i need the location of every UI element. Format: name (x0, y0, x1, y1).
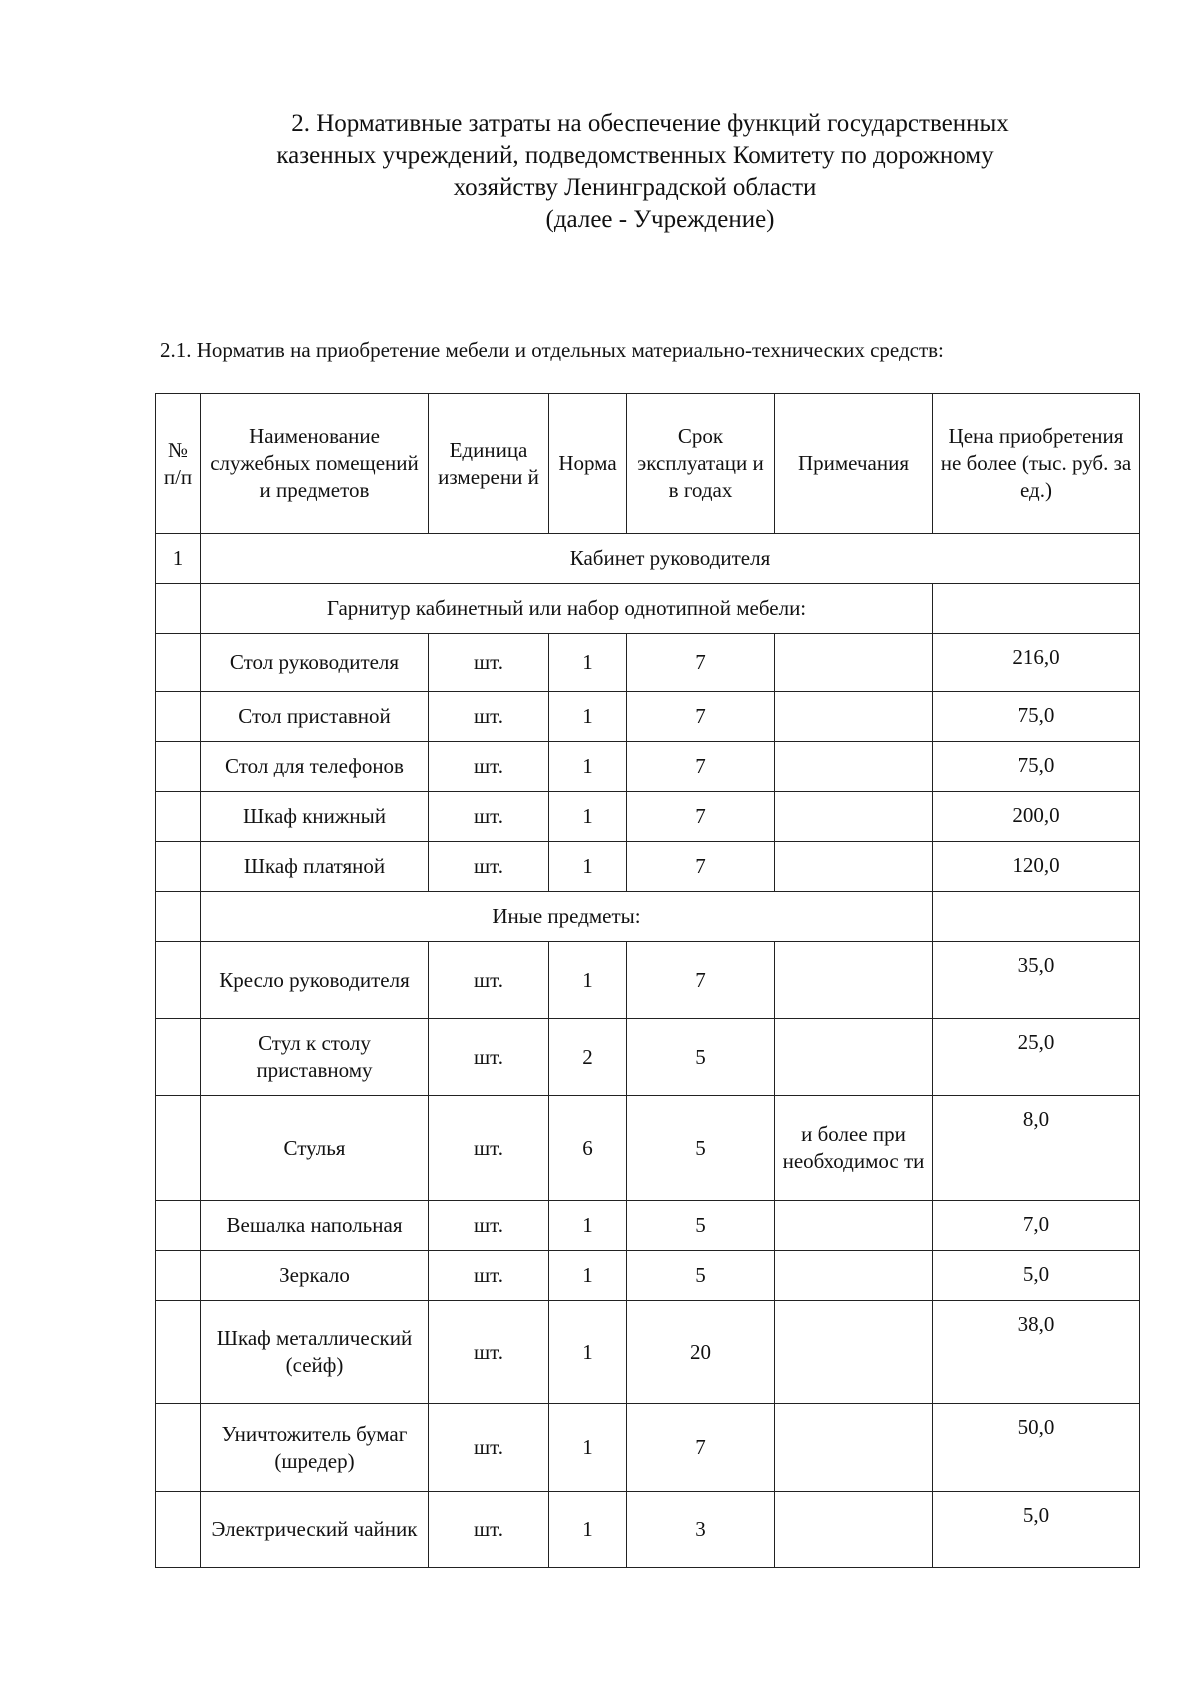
table-row (156, 1096, 1140, 1201)
group-title: Иные предметы: (201, 892, 933, 942)
section-subtitle: 2.1. Норматив на приобретение мебели и отдельных материально-технических средств: (160, 338, 944, 362)
row-num-cell (156, 842, 201, 892)
row-unit-cell: шт. (429, 1251, 549, 1301)
heading-line-1: 2. Нормативные затраты на обеспечение функций государственных (291, 110, 1009, 137)
row-name-cell: Вешалка напольная (201, 1201, 429, 1251)
row-name-cell: Шкаф книжный (201, 792, 429, 842)
row-num-cell (156, 742, 201, 792)
header-unit: Единица измерени й (429, 394, 549, 534)
section-title: Кабинет руководителя (201, 534, 1140, 584)
header-term: Срок эксплуатаци и в годах (627, 394, 775, 534)
row-price-cell: 5,0 (933, 1251, 1140, 1301)
row-name-cell: Кресло руководителя (201, 942, 429, 1019)
row-term-cell: 5 (627, 1019, 775, 1096)
row-unit-cell: шт. (429, 692, 549, 742)
row-unit-cell: шт. (429, 634, 549, 692)
row-num-cell (156, 1251, 201, 1301)
row-unit-cell: шт. (429, 1404, 549, 1492)
row-note-cell (775, 634, 933, 692)
table-row (156, 1251, 1140, 1301)
table-row (156, 1019, 1140, 1096)
row-num-cell (156, 942, 201, 1019)
table-row (156, 742, 1140, 792)
row-norm-cell: 1 (549, 692, 627, 742)
row-note-cell (775, 842, 933, 892)
row-note-cell (775, 1301, 933, 1404)
row-price-cell: 38,0 (933, 1301, 1140, 1404)
row-price-cell: 8,0 (933, 1096, 1140, 1201)
row-term-cell: 5 (627, 1251, 775, 1301)
row-term-cell: 3 (627, 1492, 775, 1568)
row-norm-cell: 6 (549, 1096, 627, 1201)
row-name-cell: Зеркало (201, 1251, 429, 1301)
table-row (156, 1201, 1140, 1251)
row-norm-cell: 1 (549, 792, 627, 842)
row-price-cell: 5,0 (933, 1492, 1140, 1568)
row-unit-cell: шт. (429, 1492, 549, 1568)
table-row (156, 1492, 1140, 1568)
row-norm-cell: 1 (549, 842, 627, 892)
row-name-cell: Стол приставной (201, 692, 429, 742)
row-num-cell (156, 1019, 201, 1096)
row-term-cell: 7 (627, 634, 775, 692)
row-term-cell: 5 (627, 1201, 775, 1251)
row-term-cell: 20 (627, 1301, 775, 1404)
section-row (156, 534, 1140, 584)
row-norm-cell: 1 (549, 1301, 627, 1404)
row-price-cell: 75,0 (933, 692, 1140, 742)
group-title: Гарнитур кабинетный или набор однотипной мебели: (201, 584, 933, 634)
row-price-cell: 7,0 (933, 1201, 1140, 1251)
table-row (156, 692, 1140, 742)
row-num-cell (156, 1096, 201, 1201)
row-norm-cell: 2 (549, 1019, 627, 1096)
row-note-cell (775, 742, 933, 792)
row-note-cell (775, 1404, 933, 1492)
row-note-cell (775, 792, 933, 842)
header-price: Цена приобретения не более (тыс. руб. за ед.) (933, 394, 1140, 534)
row-note-cell (775, 1201, 933, 1251)
heading-line-4: (далее - Учреждение) (545, 206, 775, 233)
table-row (156, 1404, 1140, 1492)
row-term-cell: 7 (627, 1404, 775, 1492)
row-unit-cell: шт. (429, 1201, 549, 1251)
row-note-cell (775, 1019, 933, 1096)
header-notes: Примечания (775, 394, 933, 534)
row-term-cell: 7 (627, 692, 775, 742)
row-price-cell: 75,0 (933, 742, 1140, 792)
header-name: Наименование служебных помещений и предметов (201, 394, 429, 534)
row-name-cell: Стол руководителя (201, 634, 429, 692)
table-header-row (156, 394, 1140, 534)
row-unit-cell: шт. (429, 742, 549, 792)
row-unit-cell: шт. (429, 842, 549, 892)
row-note-cell (775, 692, 933, 742)
row-num-cell (156, 1404, 201, 1492)
row-num-cell (156, 1301, 201, 1404)
row-num-cell (156, 792, 201, 842)
row-norm-cell: 1 (549, 1492, 627, 1568)
row-term-cell: 7 (627, 942, 775, 1019)
heading-line-3: хозяйству Ленинградской области (453, 174, 817, 201)
row-price-cell: 50,0 (933, 1404, 1140, 1492)
row-term-cell: 7 (627, 792, 775, 842)
row-price-cell: 35,0 (933, 942, 1140, 1019)
row-note-cell (775, 1492, 933, 1568)
row-price-cell: 120,0 (933, 842, 1140, 892)
row-term-cell: 5 (627, 1096, 775, 1201)
table-row (156, 942, 1140, 1019)
document-heading (200, 108, 1070, 236)
row-name-cell: Уничтожитель бумаг (шредер) (201, 1404, 429, 1492)
row-name-cell: Стол для телефонов (201, 742, 429, 792)
row-norm-cell: 1 (549, 742, 627, 792)
row-name-cell: Шкаф платяной (201, 842, 429, 892)
row-num-cell (156, 1201, 201, 1251)
row-term-cell: 7 (627, 742, 775, 792)
row-norm-cell: 1 (549, 1201, 627, 1251)
header-num: № п/п (156, 394, 201, 534)
row-name-cell: Шкаф металлический (сейф) (201, 1301, 429, 1404)
table-row (156, 1301, 1140, 1404)
heading-line-2: казенных учреждений, подведомственных Комитету по дорожному (276, 142, 994, 169)
table-row (156, 842, 1140, 892)
row-norm-cell: 1 (549, 942, 627, 1019)
row-note-cell: и более при необходимос ти (775, 1096, 933, 1201)
table-row (156, 792, 1140, 842)
group-row (156, 892, 1140, 942)
row-num-cell (156, 692, 201, 742)
row-name-cell: Стул к столу приставному (201, 1019, 429, 1096)
row-unit-cell: шт. (429, 942, 549, 1019)
table-row (156, 634, 1140, 692)
row-norm-cell: 1 (549, 634, 627, 692)
row-unit-cell: шт. (429, 1019, 549, 1096)
row-price-cell: 216,0 (933, 634, 1140, 692)
row-unit-cell: шт. (429, 792, 549, 842)
norms-table (155, 393, 1140, 1568)
row-price-cell: 25,0 (933, 1019, 1140, 1096)
header-norm: Норма (549, 394, 627, 534)
group-row (156, 584, 1140, 634)
row-note-cell (775, 1251, 933, 1301)
row-unit-cell: шт. (429, 1301, 549, 1404)
row-unit-cell: шт. (429, 1096, 549, 1201)
section-number: 1 (156, 534, 201, 584)
row-norm-cell: 1 (549, 1404, 627, 1492)
row-term-cell: 7 (627, 842, 775, 892)
row-note-cell (775, 942, 933, 1019)
row-num-cell (156, 634, 201, 692)
row-name-cell: Электрический чайник (201, 1492, 429, 1568)
row-norm-cell: 1 (549, 1251, 627, 1301)
row-name-cell: Стулья (201, 1096, 429, 1201)
row-price-cell: 200,0 (933, 792, 1140, 842)
row-num-cell (156, 1492, 201, 1568)
